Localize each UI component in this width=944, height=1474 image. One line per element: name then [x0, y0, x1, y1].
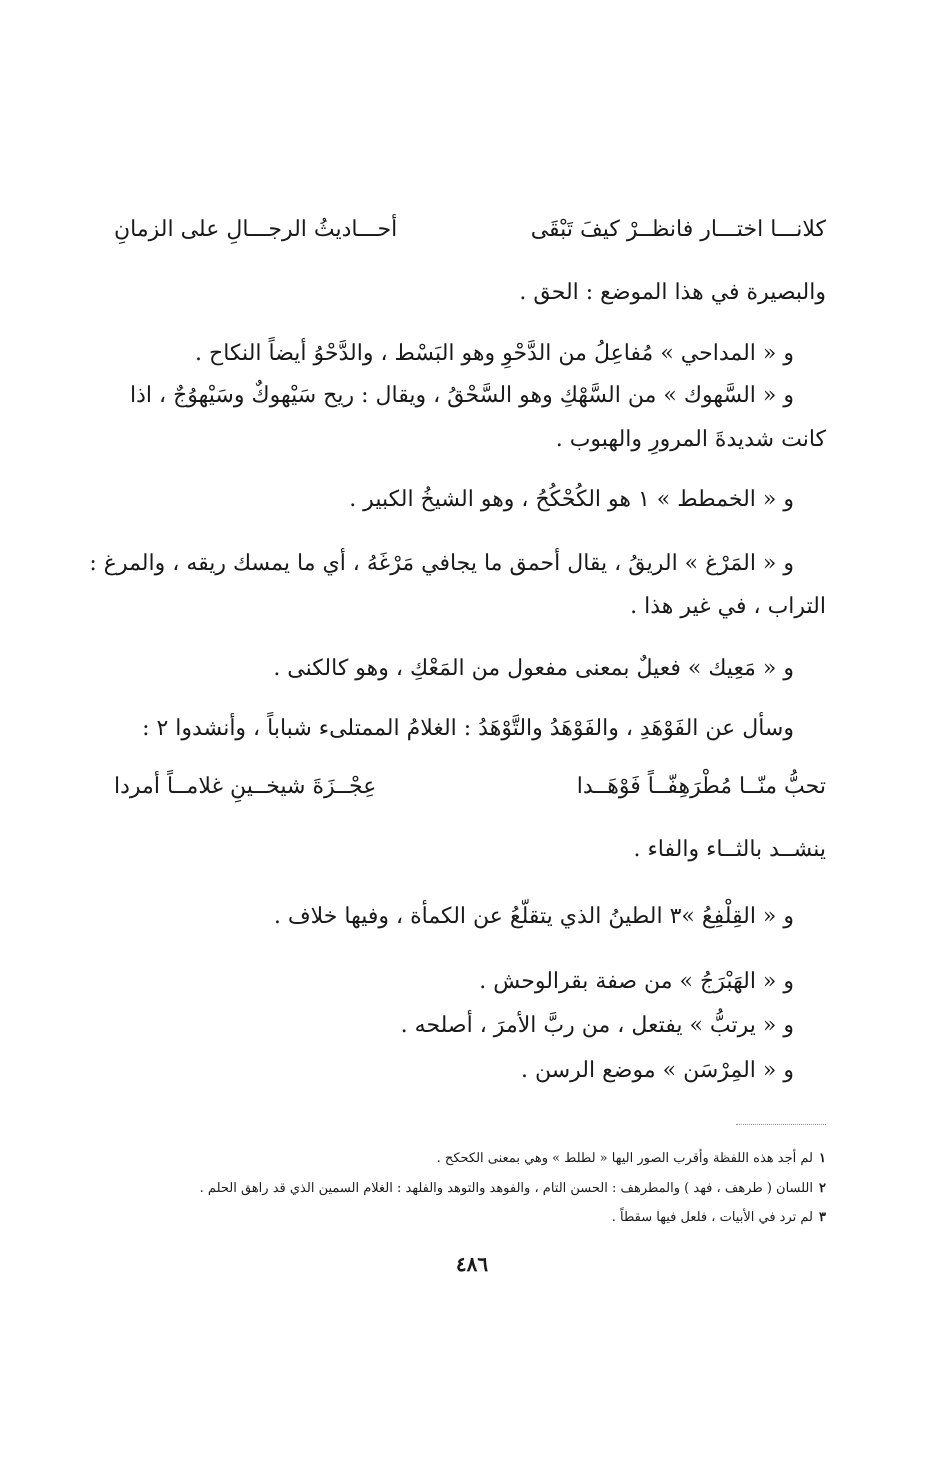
text-line: التراب ، في غير هذا . — [630, 594, 826, 619]
text-line: و « يرتبُّ » يفتعل ، من ربَّ الأمرَ ، أصلحه . — [400, 1013, 794, 1038]
text-line: وسأل عن الفَوْهَدِ ، والفَوْهَدُ والتَّوْهَدُ : الغلامُ الممتلىء شباباً ، وأنشدوا ٢ : — [142, 716, 794, 741]
text-line: ينشــد بالثــاء والفاء . — [633, 837, 826, 862]
footnote-number: ٣ — [819, 1210, 826, 1225]
text-line: و « السَّهوك » من السَّهْكِ وهو السَّحْقُ ، ويقال : ريح سَيْهوكٌ وسَيْهوُجٌ ، اذا — [129, 383, 794, 408]
text-line: و « القِلْفِعُ »٣ الطينُ الذي يتقلّعُ عن الكمأة ، وفيها خلاف . — [273, 904, 794, 929]
text-line: و « المَرْغ » الريقُ ، يقال أحمق ما يجافي مَرْغَهُ ، أي ما يمسك ريقه ، والمرغ : — [89, 551, 794, 576]
text-line: و « مَعِيك » فعيلٌ بمعنى مفعول من المَعْكِ ، وهو كالكنى . — [273, 656, 794, 681]
footnote-number: ١ — [819, 1151, 826, 1166]
page-number: ٤٨٦ — [455, 1252, 489, 1276]
footnote-separator — [736, 1124, 826, 1125]
text-line: و « الخمطط » ١ هو الكُحْكُحُ ، وهو الشيخُ الكبير . — [349, 487, 794, 512]
footnote-2 — [114, 1180, 826, 1198]
verse-2-second-hemistich: عِجْــزَةَ شيخــينِ غلامــاً أمردا — [114, 774, 377, 799]
text-line: و « المِرْسَن » موضع الرسن . — [520, 1058, 794, 1083]
verse-1-first-hemistich: كلانـــا اختـــار فانظــرْ كيفَ تَبْقَى — [530, 217, 826, 242]
footnote-3 — [114, 1209, 826, 1227]
footnote-text: لم أجد هذه اللفظة وأقرب الصور اليها « لطلط » وهي بمعنى الكحكح . — [436, 1151, 814, 1166]
footnote-1 — [114, 1150, 826, 1168]
verse-2-first-hemistich: تحبُّ منّــا مُطْرَهِفّــاً فَوْهَــدا — [576, 774, 826, 799]
footnote-text: لم ترد في الأبيات ، فلعل فيها سقطاً . — [611, 1210, 814, 1225]
text-line: والبصيرة في هذا الموضع : الحق . — [519, 280, 826, 305]
verse-1-second-hemistich: أحـــاديثُ الرجـــالِ على الزمانِ — [114, 217, 398, 242]
footnote-number: ٢ — [819, 1181, 826, 1196]
verse-2 — [114, 772, 826, 802]
verse-1 — [114, 215, 826, 245]
text-line: و « المداحي » مُفاعِلُ من الدَّحْوِ وهو البَسْط ، والدَّحْوُ أيضاً النكاح . — [195, 341, 794, 366]
footnote-text: اللسان ( طرهف ، فهد ) والمطرهف : الحسن التام ، والفوهد والتوهد والفلهد : الغلام السمين الذي قد راهق الحلم . — [199, 1181, 814, 1196]
text-line: كانت شديدةَ المرورِ والهبوب . — [555, 427, 826, 452]
text-line: و « الهَبْرَجُ » من صفة بقرالوحش . — [479, 969, 794, 994]
